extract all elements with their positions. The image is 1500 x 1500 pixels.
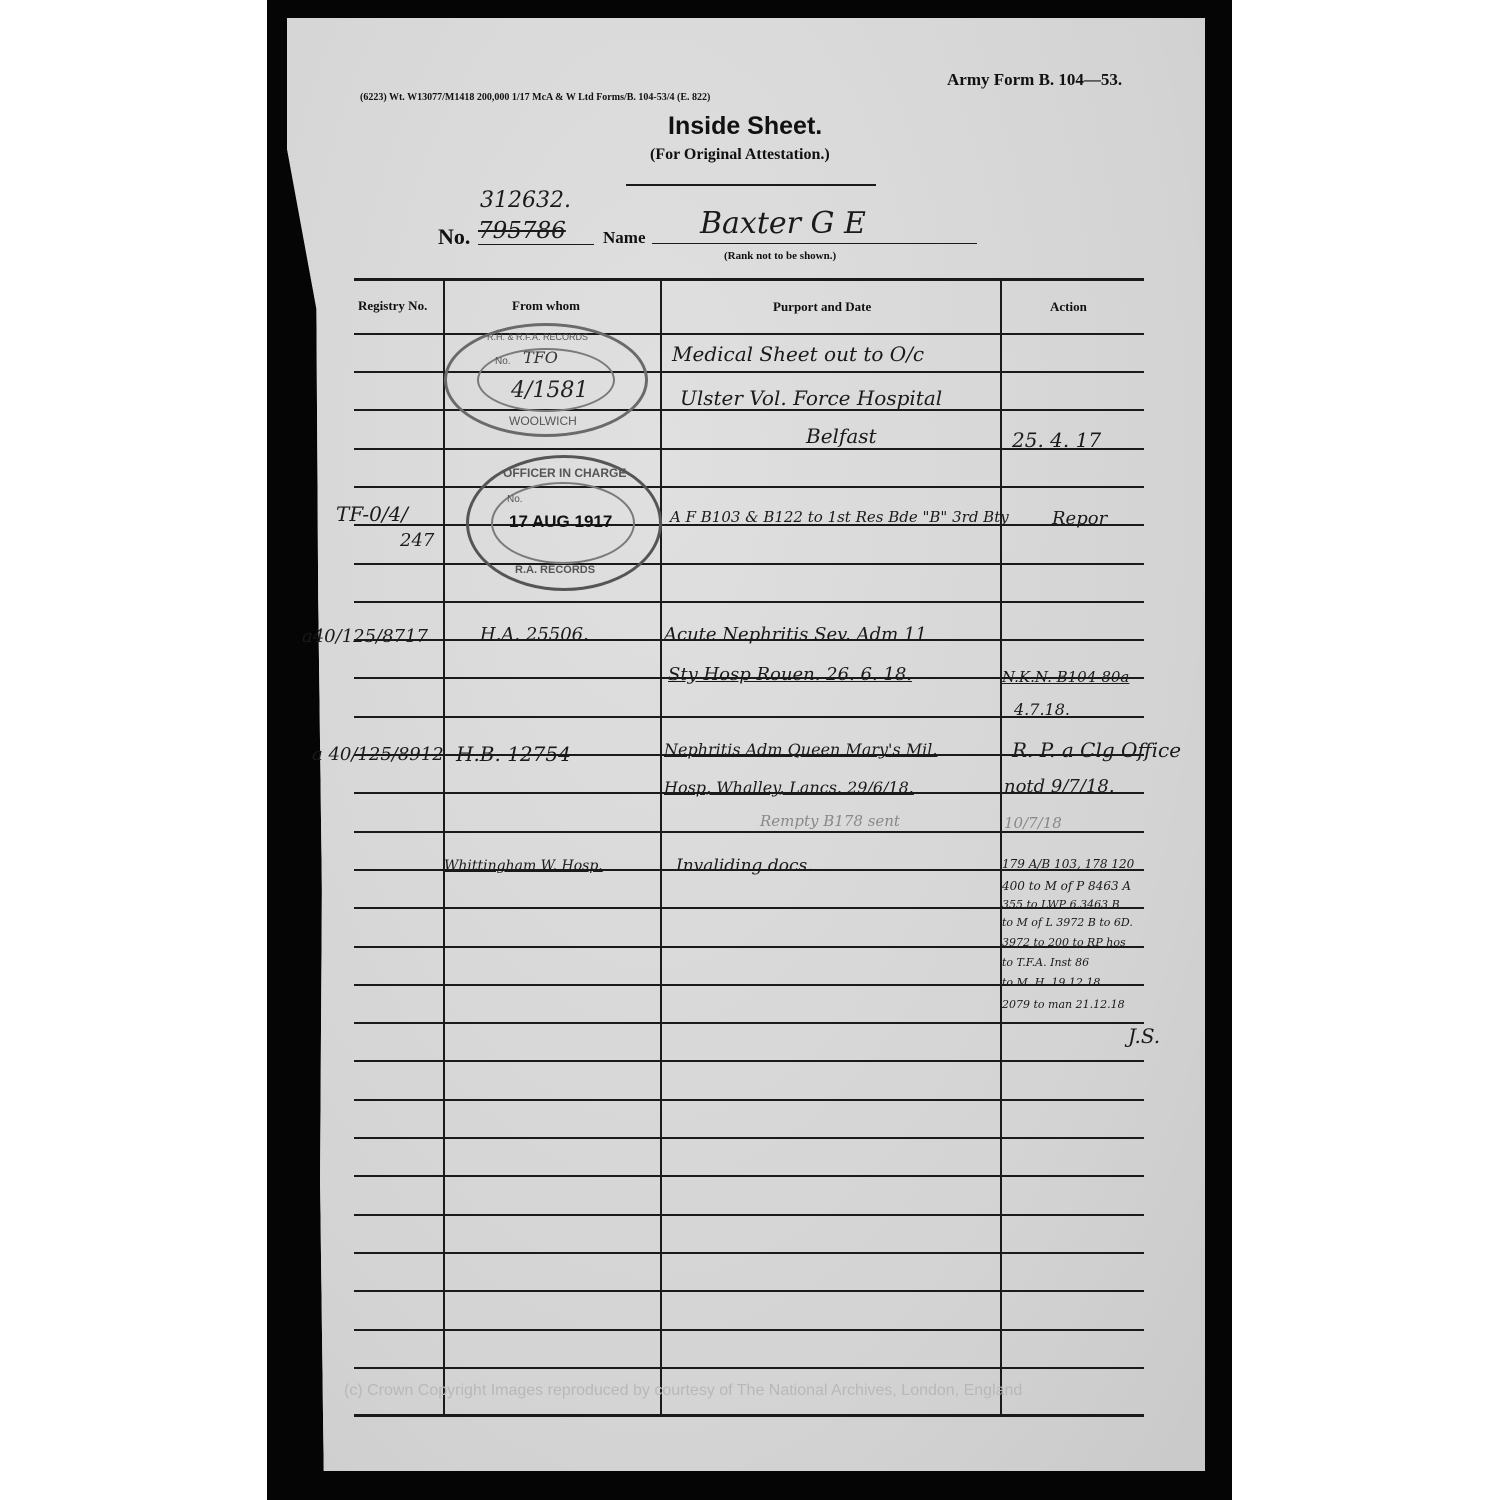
purport-entry-4b: Hosp, Whalley, Lancs. 29/6/18.: [664, 778, 914, 797]
stamp-1-top: R.H. & R.F.A. RECORDS: [487, 332, 589, 342]
page-subtitle: (For Original Attestation.): [650, 146, 830, 163]
table-row-line: [354, 1099, 1144, 1101]
purport-entry-1a: Medical Sheet out to O/c: [672, 342, 925, 366]
number-underline: [478, 244, 594, 245]
name-label: Name: [603, 228, 646, 247]
table-row-line: [354, 1329, 1144, 1331]
table-row-line: [354, 1022, 1144, 1024]
table-row-line: [354, 1060, 1144, 1062]
action-entry-5-line-2: 400 to M of P 8463 A: [1002, 879, 1132, 893]
purport-entry-3a: Acute Nephritis Sev. Adm 11: [664, 624, 927, 645]
stamp-2-date: 17 AUG 1917: [509, 512, 613, 531]
action-entry-5-initials: J.S.: [1128, 1024, 1161, 1048]
action-entry-1: 25. 4. 17: [1012, 428, 1102, 452]
soldier-name: Baxter G E: [700, 206, 866, 241]
stamp-1-code: TFO: [523, 348, 558, 367]
from-entry-3: H.A. 25506.: [480, 624, 589, 645]
header-action: Action: [1050, 299, 1087, 314]
purport-entry-5: Invaliding docs.: [676, 856, 813, 876]
registry-entry-3: a40/125/8717: [302, 626, 428, 647]
number-label: No.: [438, 224, 471, 249]
soldier-number-new: 312632.: [480, 188, 571, 213]
action-entry-4b: notd 9/7/18.: [1004, 776, 1115, 797]
action-entry-3b: 4.7.18.: [1014, 700, 1070, 719]
table-row-line: [354, 1290, 1144, 1292]
stamp-1-bottom: WOOLWICH: [509, 414, 577, 428]
table-row-line: [354, 1252, 1144, 1254]
table-header-rule: [354, 333, 1144, 335]
stamp-2-top: OFFICER IN CHARGE: [503, 466, 627, 480]
stamp-2-no: No.: [507, 494, 523, 505]
purport-entry-1b: Ulster Vol. Force Hospital: [680, 386, 943, 410]
table-row-line: [354, 563, 1144, 565]
table-row-line: [354, 601, 1144, 603]
column-divider-2: [660, 281, 662, 1416]
action-entry-5-line-7: to M. H. 19.12.18: [1002, 976, 1101, 989]
action-entry-4a: R. P. a Clg Office: [1012, 738, 1182, 762]
from-entry-5: Whittingham W. Hosp.: [444, 858, 603, 874]
page-title: Inside Sheet.: [668, 112, 823, 140]
action-entry-5-line-1: 179 A/B 103, 178 120: [1002, 857, 1135, 871]
name-underline: [652, 243, 977, 244]
table-top-rule: [354, 278, 1144, 281]
stamp-1-value: 4/1581: [511, 378, 589, 403]
title-rule: [626, 184, 876, 186]
registry-entry-4: a 40/125/8912: [312, 744, 444, 765]
rank-note: (Rank not to be shown.): [724, 250, 837, 262]
army-form-number: Army Form B. 104—53.: [947, 70, 1123, 89]
action-entry-5-line-8: 2079 to man 21.12.18: [1002, 998, 1125, 1011]
copyright-watermark: (c) Crown Copyright Images reproduced by courtesy of The National Archives, London, England: [344, 1382, 1023, 1399]
action-entry-2: Repor: [1052, 508, 1108, 529]
table-row-line: [354, 1137, 1144, 1139]
action-entry-3a: N.K.N. B104-80a: [1002, 668, 1130, 686]
column-divider-3: [1000, 281, 1002, 1416]
action-entry-4c: 10/7/18: [1004, 814, 1062, 832]
print-line: (6223) Wt. W13077/M1418 200,000 1/17 McA & W Ltd Forms/B. 104-53/4 (E. 822): [360, 92, 711, 103]
table-row-line: [354, 486, 1144, 488]
header-from-whom: From whom: [512, 298, 581, 313]
header-purport-and-date: Purport and Date: [773, 299, 872, 314]
stamp-1-no: No.: [495, 356, 511, 367]
action-entry-5-line-3: 355 to LWP 6.3463 B: [1002, 898, 1120, 911]
action-entry-5-line-6: to T.F.A. Inst 86: [1002, 956, 1090, 969]
from-entry-4: H.B. 12754: [456, 742, 571, 766]
header-registry-no: Registry No.: [358, 298, 428, 313]
table-row-line: [354, 1367, 1144, 1369]
purport-entry-3b: Sty Hosp Rouen. 26. 6. 18.: [668, 664, 913, 685]
table-row-line: [354, 1175, 1144, 1177]
purport-entry-2: A F B103 & B122 to 1st Res Bde "B" 3rd Bty: [670, 508, 1009, 526]
registry-entry-2b: 247: [400, 530, 435, 551]
column-divider-1: [443, 281, 445, 1416]
records-stamp-officer-in-charge: [466, 455, 662, 591]
purport-entry-1c: Belfast: [806, 424, 877, 448]
purport-entry-4a: Nephritis Adm Queen Mary's Mil.: [664, 740, 938, 759]
action-entry-5-line-5: 3972 to 200 to RP hos: [1002, 936, 1126, 949]
soldier-number-old: 795786: [478, 218, 566, 244]
stamp-2-bottom: R.A. RECORDS: [515, 564, 596, 576]
records-stamp-woolwich: [444, 323, 648, 437]
action-entry-5-line-4: to M of L 3972 B to 6D.: [1002, 916, 1133, 929]
purport-entry-4c: Rempty B178 sent: [760, 812, 900, 830]
table-bottom-rule: [354, 1414, 1144, 1417]
table-row-line: [354, 1214, 1144, 1216]
registry-entry-2: TF-0/4/: [336, 502, 409, 526]
